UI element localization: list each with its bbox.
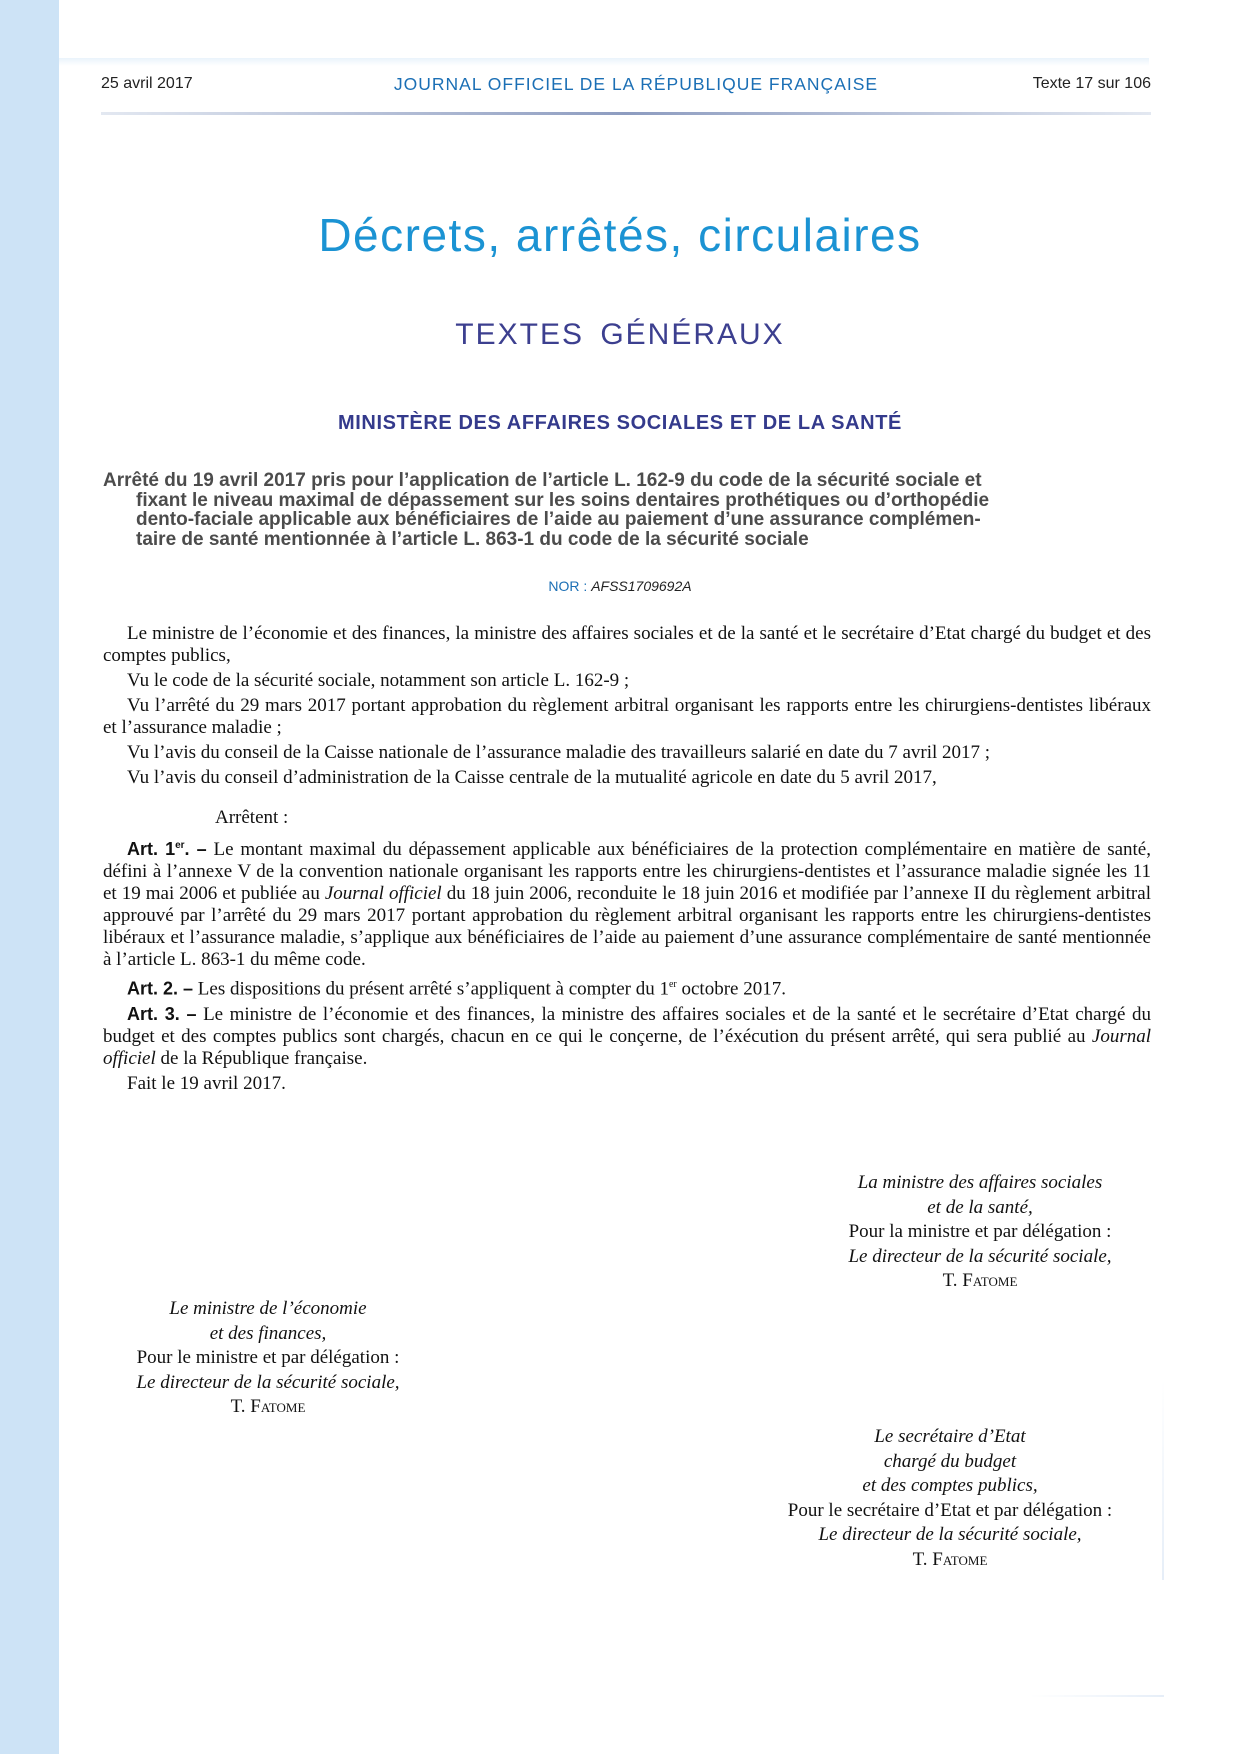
ministry-heading: MINISTÈRE DES AFFAIRES SOCIALES ET DE LA SANTÉ [338, 412, 902, 434]
section-title: Décrets, arrêtés, circulaires [318, 209, 922, 261]
signature-title-line: Le ministre de l’économie [169, 1298, 367, 1319]
article-1-journal-ref: Journal officiel [324, 883, 442, 904]
article-2-text-a: Les dispositions du présent arrêté s’appliquent à compter du 1 [193, 978, 669, 1000]
nor-value: AFSS1709692A [591, 578, 692, 594]
preamble: Le ministre de l’économie et des finances, la ministre des affaires sociales et de la santé et le secrétaire d’Etat chargé du budget et des comptes publics, [103, 623, 1151, 666]
arrete-title-line: fixant le niveau maximal de dépassement sur les soins dentaires prothétiques ou d’orthopédie [136, 489, 990, 511]
signature-title-line: La ministre des affaires sociales [857, 1172, 1103, 1193]
page-top-band [59, 58, 1149, 66]
signature-title-line: et de la santé, [927, 1196, 1033, 1218]
signature-block-sante [800, 1171, 1160, 1294]
vu-paragraph: Vu l’avis du conseil de la Caisse nationale de l’assurance maladie des travailleurs salarié en date du 7 avril 2017 ; [127, 742, 991, 763]
nor-label: NOR : [548, 578, 592, 594]
page-header [101, 70, 1151, 100]
signature-title-line: et des comptes publics, [862, 1475, 1038, 1496]
vu-paragraph: Vu le code de la sécurité sociale, notamment son article L. 162-9 ; [127, 670, 630, 691]
article-2-text-b: octobre 2017. [676, 978, 786, 1000]
arrete-title-line: taire de santé mentionnée à l’article L. 863-1 du code de la sécurité sociale [136, 528, 809, 550]
arrete-title-line: dento-faciale applicable aux bénéficiaires de l’aide au paiement d’une assurance complémen- [136, 509, 981, 530]
article-2-label: Art. 2. – [127, 978, 194, 999]
header-divider [101, 112, 1151, 115]
arrete-title [103, 471, 1151, 549]
signature-role: Le directeur de la sécurité sociale, [818, 1524, 1082, 1545]
arrete-title-line: Arrêté du 19 avril 2017 pris pour l’application de l’article L. 162-9 du code de la sécurité sociale et [103, 470, 982, 491]
page-left-band [0, 0, 59, 1754]
signature-name: T. Fatome [230, 1396, 306, 1417]
signature-block-budget [740, 1425, 1160, 1572]
signature-name: T. Fatome [912, 1548, 988, 1570]
article-3 [103, 1003, 1151, 1070]
article-1-label [127, 839, 207, 859]
signature-title-line: Le secrétaire d’Etat [874, 1426, 1026, 1447]
signature-block-economie [98, 1297, 438, 1420]
signature-title-line: chargé du budget [883, 1450, 1017, 1472]
article-1-number: Art. 1 [127, 839, 176, 859]
fait-le: Fait le 19 avril 2017. [127, 1073, 286, 1095]
signature-delegation: Pour le ministre et par délégation : [136, 1347, 400, 1368]
article-1-text-b: du 18 juin 2006, reconduite le 18 juin 2016 et modifiée par l’annexe II du règlement arbitral approuvé par l’arrêté du 29 mars 2017 portant approbation du règlement arbitral organisant les rapports entre les chirurgiens-dentistes libéraux et l’assurance maladie, s’applique aux bénéficiaires de l’aide au paiement d’une assurance complémentaire de santé mentionnée à l’article L. 863-1 du même code. [103, 883, 1151, 970]
signature-role: Le directeur de la sécurité sociale, [848, 1245, 1112, 1267]
section-subtitle: TEXTES GÉNÉRAUX [455, 318, 785, 351]
page-edge-shadow [1162, 1380, 1164, 1580]
vu-paragraph: Vu l’arrêté du 29 mars 2017 portant approbation du règlement arbitral organisant les rapports entre les chirurgiens-dentistes libéraux et l’assurance maladie ; [103, 695, 1151, 738]
article-2-sup: er [668, 979, 677, 990]
nor-reference [0, 578, 1240, 594]
page-edge-shadow [1030, 1695, 1164, 1697]
article-3-text-b: de la République française. [155, 1048, 368, 1070]
article-1 [103, 835, 1151, 971]
signature-name: T. Fatome [942, 1270, 1018, 1291]
article-2 [103, 974, 1151, 1000]
header-journal-title: JOURNAL OFFICIEL DE LA RÉPUBLIQUE FRANÇAISE [393, 74, 879, 94]
signature-delegation: Pour la ministre et par délégation : [848, 1221, 1112, 1242]
vu-paragraph: Vu l’avis du conseil d’administration de la Caisse centrale de la mutualité agricole en date du 5 avril 2017, [127, 767, 937, 788]
article-3-label: Art. 3. – [127, 1004, 197, 1025]
signature-role: Le directeur de la sécurité sociale, [136, 1371, 400, 1393]
header-date: 25 avril 2017 [101, 75, 193, 92]
article-3-text-a: Le ministre de l’économie et des finances, la ministre des affaires sociales et de la santé et le secrétaire d’Etat chargé du budget et des comptes publics sont chargés, chacun en ce qui le conçerne, de l’éxécution du présent arrêté, qui sera publié au [103, 1004, 1152, 1048]
header-text-number: Texte 17 sur 106 [1032, 75, 1151, 92]
article-1-sup: er [175, 840, 185, 851]
article-1-text-a: Le montant maximal du dépassement applicable aux bénéficiaires de la protection complémentaire en matière de santé, défini à l’annexe V de la convention nationale organisant les rapports entre les chirurgiens-dentistes et l’assurance maladie signée les 11 et 19 mai 2006 et publiée au [103, 839, 1151, 904]
signature-delegation: Pour le secrétaire d’Etat et par délégation : [787, 1499, 1113, 1521]
article-1-dash: . – [184, 839, 207, 859]
document-body [103, 623, 1151, 1098]
article-3-journal-ref: Journal officiel [103, 1026, 1151, 1070]
arretent: Arrêtent : [215, 807, 289, 828]
signature-title-line: et des finances, [209, 1322, 327, 1344]
